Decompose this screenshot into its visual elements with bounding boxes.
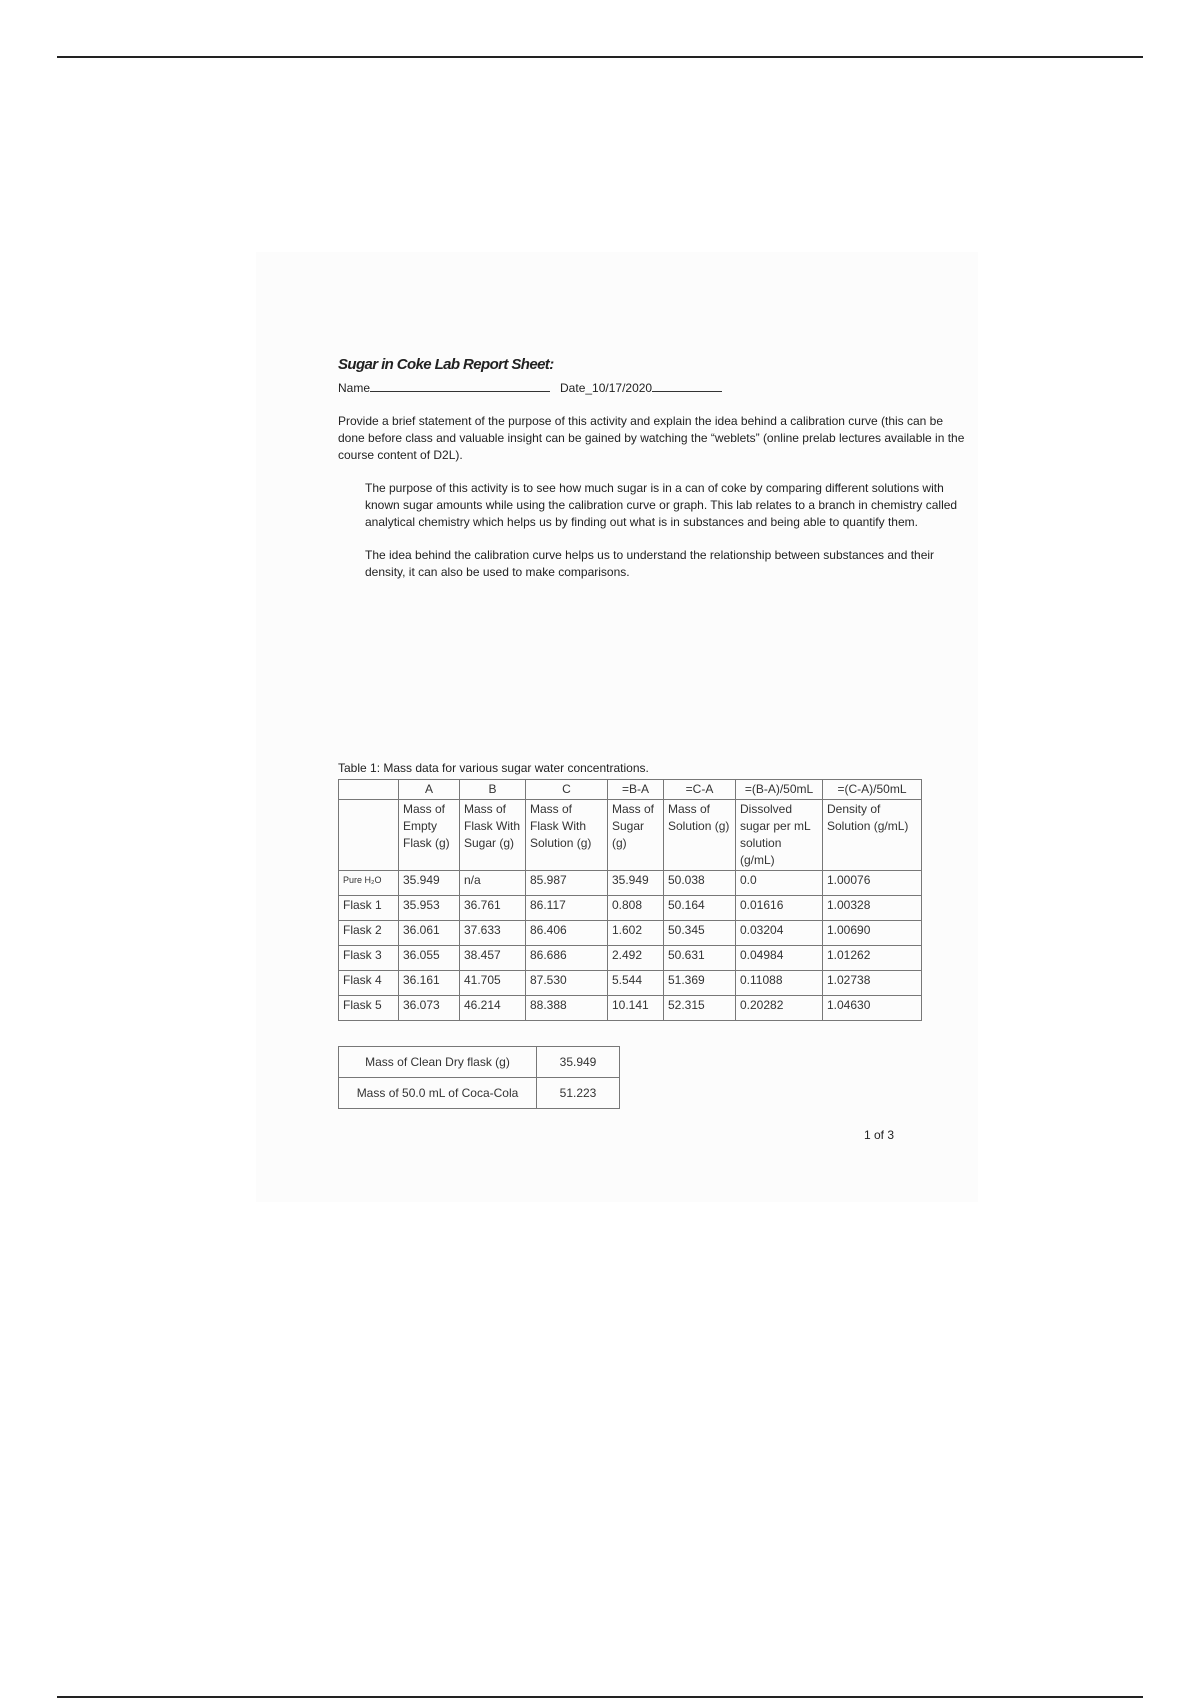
top-rule: [57, 56, 1143, 58]
header-cell: Mass of Sugar (g): [608, 800, 664, 871]
row-label-cell: Flask 3: [339, 946, 399, 971]
clean-flask-label: Mass of Clean Dry flask (g): [339, 1047, 537, 1078]
data-cell: 1.00328: [823, 896, 922, 921]
code-cell: =(C-A)/50mL: [823, 780, 922, 800]
column-header-row: [339, 800, 922, 871]
data-cell: 36.761: [460, 896, 526, 921]
data-cell: 1.04630: [823, 996, 922, 1021]
row-label-cell: Flask 2: [339, 921, 399, 946]
table-row: [339, 921, 922, 946]
data-cell: 2.492: [608, 946, 664, 971]
table-caption: Table 1: Mass data for various sugar water concentrations.: [338, 761, 649, 775]
data-cell: 51.369: [664, 971, 736, 996]
data-cell: 1.01262: [823, 946, 922, 971]
row-label-cell: Flask 1: [339, 896, 399, 921]
purpose-answer: The purpose of this activity is to see how much sugar is in a can of coke by comparing different solutions with known sugar amounts while using the calibration curve or graph. This lab relates to a branch in chemistry called analytical chemistry which helps us by finding out what is in substances and being able to quantify them.: [365, 481, 958, 529]
data-cell: 0.20282: [736, 996, 823, 1021]
name-blank: [370, 379, 550, 392]
data-cell: 0.01616: [736, 896, 823, 921]
data-cell: 41.705: [460, 971, 526, 996]
mass-data-table: [338, 779, 922, 1021]
code-cell: =(B-A)/50mL: [736, 780, 823, 800]
document-page: [256, 252, 978, 1202]
code-cell: B: [460, 780, 526, 800]
data-cell: 86.686: [526, 946, 608, 971]
header-cell: Mass of Flask With Solution (g): [526, 800, 608, 871]
data-cell: 88.388: [526, 996, 608, 1021]
data-cell: 36.055: [399, 946, 460, 971]
code-cell: C: [526, 780, 608, 800]
data-cell: 5.544: [608, 971, 664, 996]
data-cell: 50.164: [664, 896, 736, 921]
data-cell: 36.073: [399, 996, 460, 1021]
data-cell: 35.949: [608, 871, 664, 896]
data-cell: 1.02738: [823, 971, 922, 996]
data-cell: 50.038: [664, 871, 736, 896]
data-cell: 86.406: [526, 921, 608, 946]
data-cell: 0.04984: [736, 946, 823, 971]
name-date-line: [338, 379, 968, 395]
document-body: [338, 356, 968, 597]
data-cell: 0.11088: [736, 971, 823, 996]
flask-mass-table: [338, 1046, 620, 1109]
data-cell: 46.214: [460, 996, 526, 1021]
date-blank: [652, 379, 722, 392]
data-cell: 85.987: [526, 871, 608, 896]
data-cell: 37.633: [460, 921, 526, 946]
data-cell: 87.530: [526, 971, 608, 996]
column-code-row: [339, 780, 922, 800]
data-cell: 35.949: [399, 871, 460, 896]
data-cell: n/a: [460, 871, 526, 896]
code-cell: =B-A: [608, 780, 664, 800]
header-cell: Density of Solution (g/mL): [823, 800, 922, 871]
data-cell: 50.631: [664, 946, 736, 971]
coca-cola-label: Mass of 50.0 mL of Coca-Cola: [339, 1078, 537, 1109]
table-row: [339, 946, 922, 971]
code-cell: A: [399, 780, 460, 800]
data-cell: 0.03204: [736, 921, 823, 946]
clean-flask-value: 35.949: [537, 1047, 620, 1078]
date-label: Date_10/17/2020: [560, 381, 653, 395]
page-number: 1 of 3: [864, 1128, 895, 1142]
table-row: [339, 1047, 620, 1078]
data-cell: 36.161: [399, 971, 460, 996]
data-cell: 35.953: [399, 896, 460, 921]
data-cell: 10.141: [608, 996, 664, 1021]
table-row: [339, 871, 922, 896]
header-cell: Dissolved sugar per mL solution (g/mL): [736, 800, 823, 871]
date-field: [560, 379, 722, 395]
table-row: [339, 996, 922, 1021]
name-label: Name: [338, 381, 371, 395]
data-cell: 50.345: [664, 921, 736, 946]
data-cell: 52.315: [664, 996, 736, 1021]
data-cell: 0.0: [736, 871, 823, 896]
data-cell: 1.602: [608, 921, 664, 946]
coca-cola-value: 51.223: [537, 1078, 620, 1109]
header-cell: [339, 800, 399, 871]
data-cell: 36.061: [399, 921, 460, 946]
table-row: [339, 971, 922, 996]
header-cell: Mass of Solution (g): [664, 800, 736, 871]
data-cell: 38.457: [460, 946, 526, 971]
table-row: [339, 1078, 620, 1109]
row-label-cell: Pure H₂O: [339, 871, 399, 896]
code-cell: =C-A: [664, 780, 736, 800]
data-cell: 0.808: [608, 896, 664, 921]
name-field: [338, 379, 550, 395]
data-cell: 1.00690: [823, 921, 922, 946]
data-cell: 86.117: [526, 896, 608, 921]
row-label-cell: Flask 5: [339, 996, 399, 1021]
calibration-answer: The idea behind the calibration curve helps us to understand the relationship between substances and their density, it can also be used to make comparisons.: [365, 548, 935, 579]
document-title: Sugar in Coke Lab Report Sheet:: [338, 356, 554, 373]
bottom-rule: [57, 1696, 1143, 1698]
code-cell: [339, 780, 399, 800]
header-cell: Mass of Empty Flask (g): [399, 800, 460, 871]
table-row: [339, 896, 922, 921]
data-cell: 1.00076: [823, 871, 922, 896]
header-cell: Mass of Flask With Sugar (g): [460, 800, 526, 871]
purpose-prompt: Provide a brief statement of the purpose of this activity and explain the idea behind a calibration curve (this can be done before class and valuable insight can be gained by watching the “weblets” (online prelab lectures available in the course content of D2L).: [338, 414, 965, 462]
row-label-cell: Flask 4: [339, 971, 399, 996]
